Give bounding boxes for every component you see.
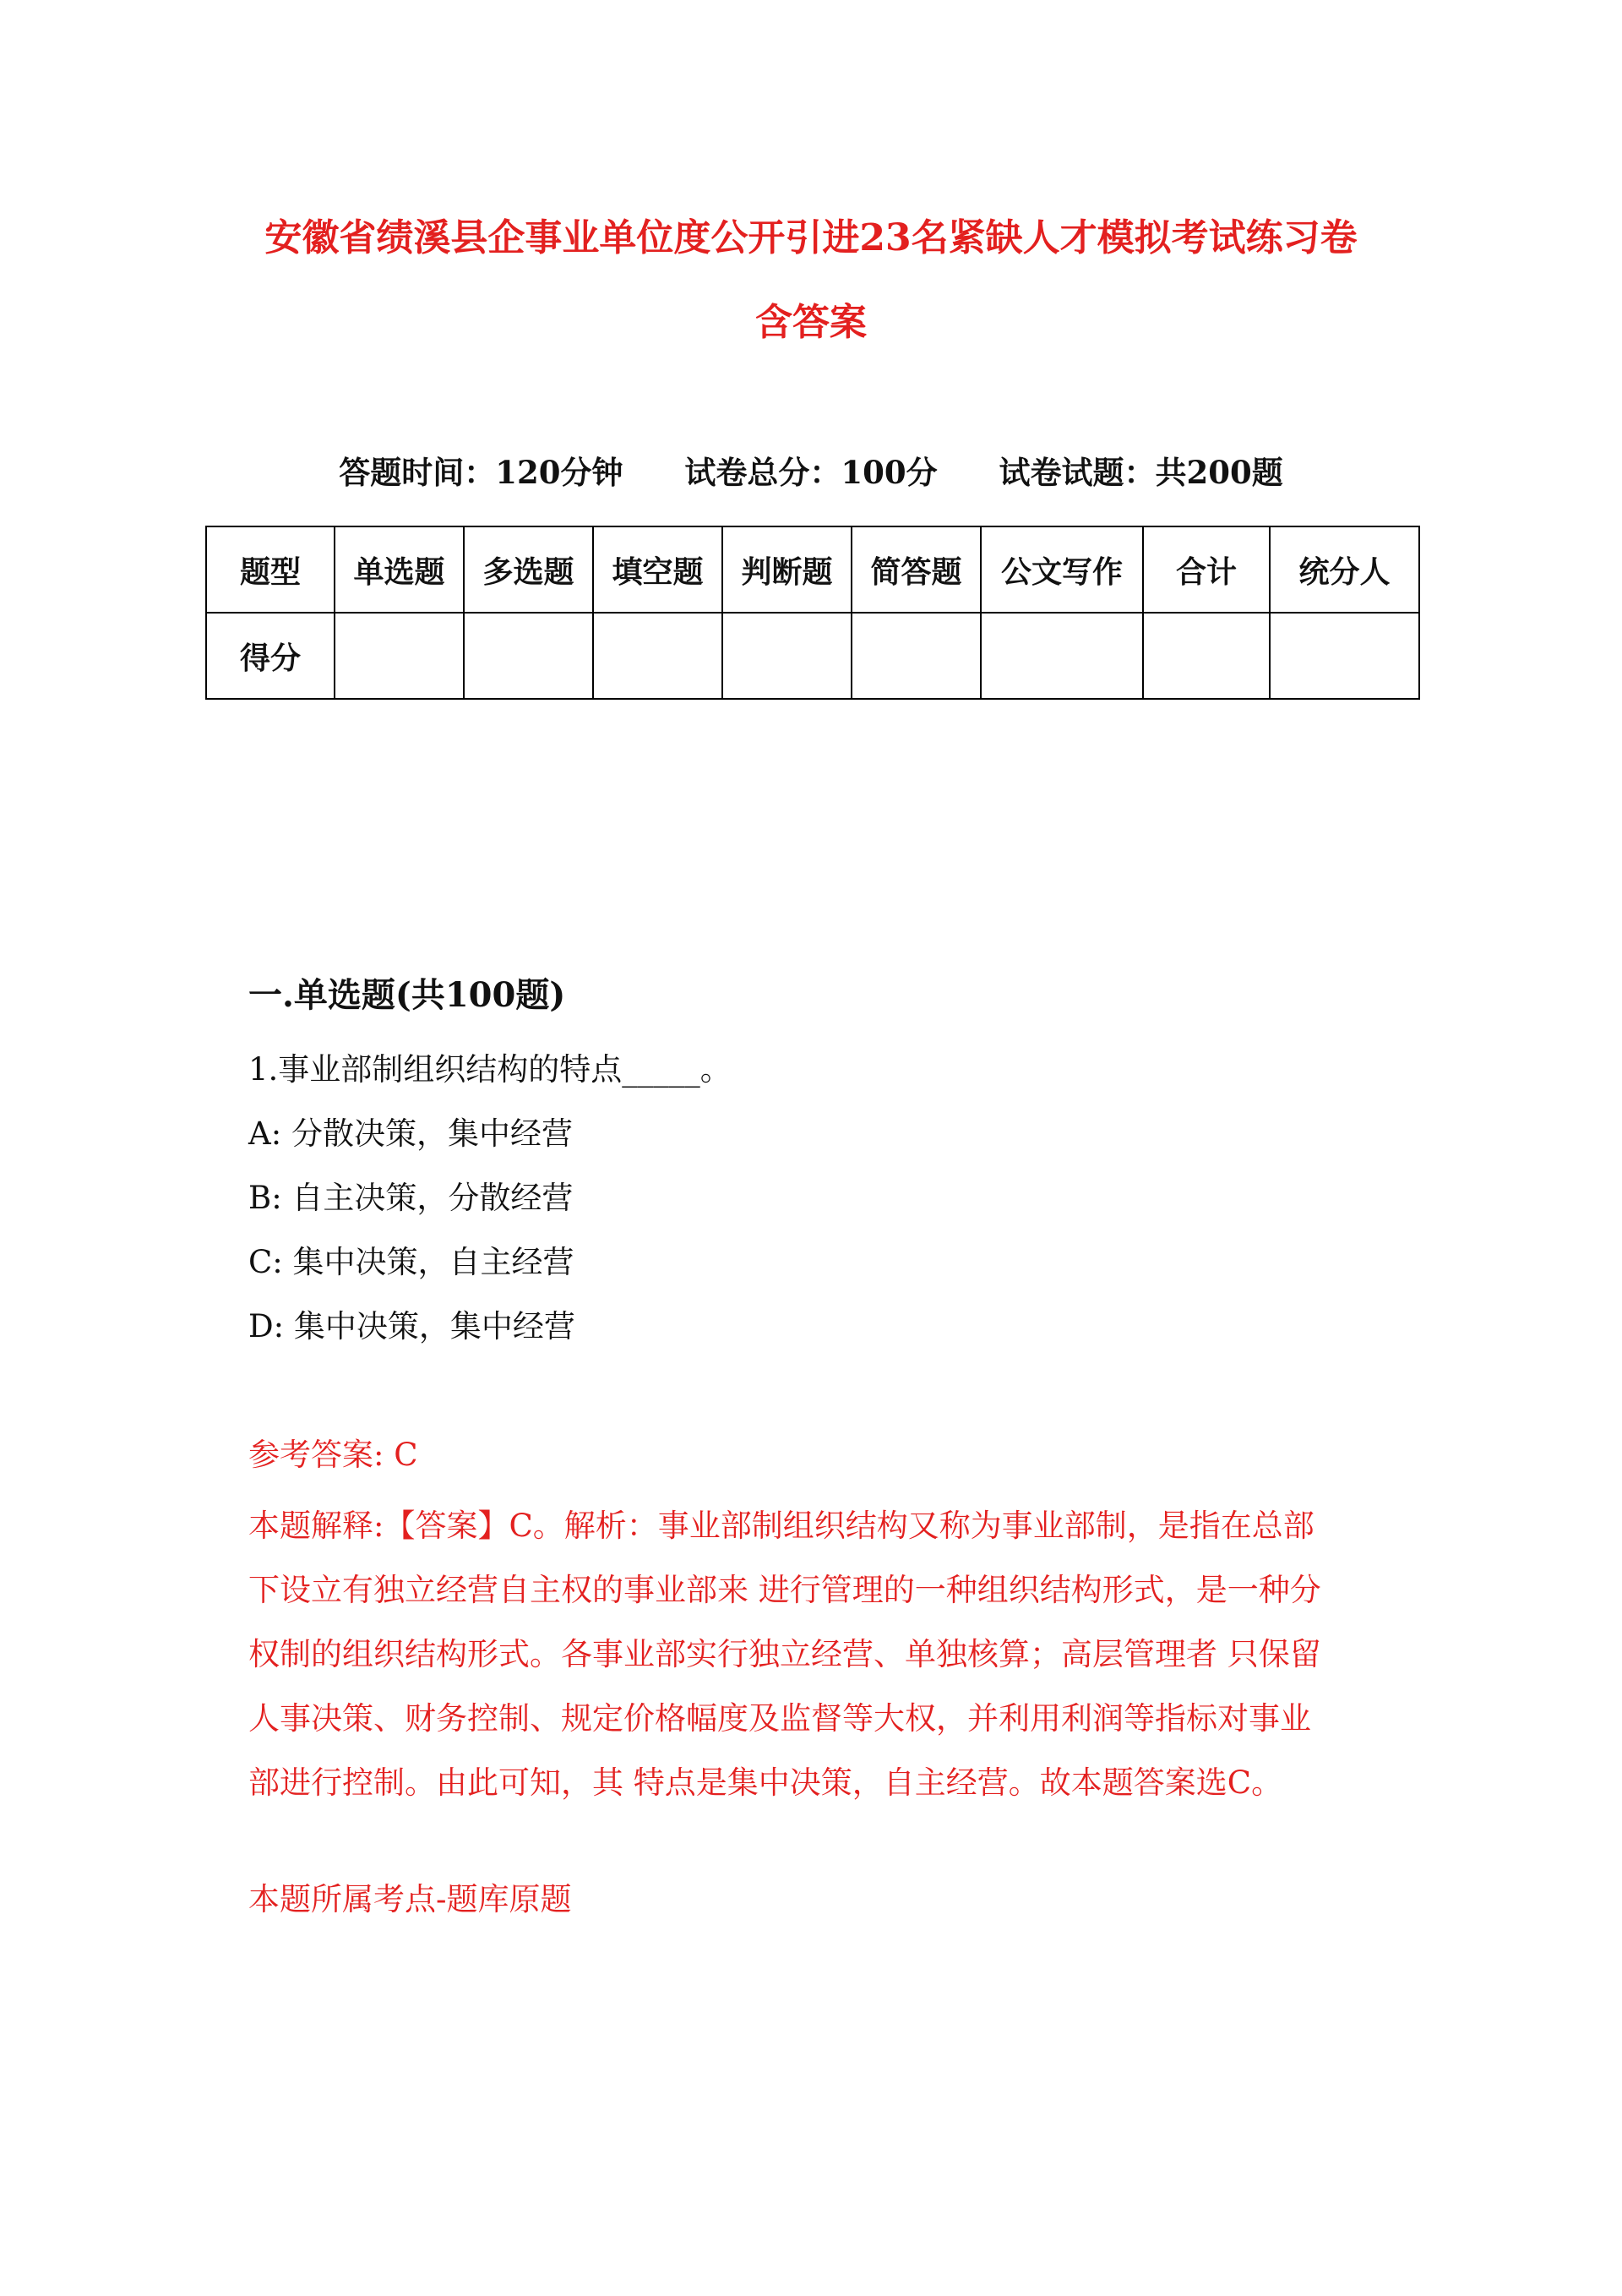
document-title: 安徽省绩溪县企事业单位度公开引进23名紧缺人才模拟考试练习卷	[264, 216, 1358, 259]
score-cell	[1270, 613, 1419, 699]
score-header-cell: 填空题	[593, 526, 722, 613]
score-cell	[722, 613, 852, 699]
score-header-cell: 多选题	[464, 526, 593, 613]
question-topic: 本题所属考点-题库原题	[248, 1881, 572, 1917]
explanation-line: 人事决策、财务控制、规定价格幅度及监督等大权，并利用利润等指标对事业	[248, 1700, 1311, 1737]
explanation-line: 下设立有独立经营自主权的事业部来 进行管理的一种组织结构形式，是一种分	[248, 1572, 1321, 1608]
answer-explanation	[248, 1494, 1380, 1815]
option-c: C: 集中决策，自主经营	[248, 1244, 574, 1280]
exam-meta	[0, 450, 1622, 494]
exam-time: 答题时间：120分钟	[339, 454, 623, 491]
explanation-line: 部进行控制。由此可知，其 特点是集中决策，自主经营。故本题答案选C。	[248, 1764, 1283, 1801]
score-cell	[981, 613, 1143, 699]
score-header-cell: 判断题	[722, 526, 852, 613]
score-cell	[335, 613, 464, 699]
option-a: A: 分散决策，集中经营	[248, 1115, 573, 1152]
score-cell	[464, 613, 593, 699]
score-header-cell: 单选题	[335, 526, 464, 613]
score-cell	[593, 613, 722, 699]
score-header-cell: 合计	[1143, 526, 1270, 613]
score-table-header-row	[206, 526, 1419, 613]
explanation-line: 本题解释:【答案】C。解析：事业部制组织结构又称为事业部制，是指在总部	[248, 1508, 1314, 1544]
score-table-score-row	[206, 613, 1419, 699]
option-d: D: 集中决策，集中经营	[248, 1308, 575, 1344]
score-cell	[1143, 613, 1270, 699]
score-header-cell: 简答题	[852, 526, 981, 613]
score-table	[205, 526, 1420, 700]
document-title-line2: 含答案	[755, 301, 867, 344]
question-stem: 1.事业部制组织结构的特点_____。	[248, 1051, 732, 1088]
score-cell	[852, 613, 981, 699]
score-row-label: 得分	[206, 613, 335, 699]
score-header-cell: 公文写作	[981, 526, 1143, 613]
score-header-cell: 题型	[206, 526, 335, 613]
section-heading: 一.单选题(共100题)	[248, 975, 566, 1015]
exam-question-count: 试卷试题：共200题	[999, 454, 1283, 491]
score-header-cell: 统分人	[1270, 526, 1419, 613]
reference-answer: 参考答案: C	[248, 1437, 418, 1473]
option-b: B: 自主决策，分散经营	[248, 1180, 574, 1216]
exam-total-score: 试卷总分：100分	[684, 454, 938, 491]
explanation-line: 权制的组织结构形式。各事业部实行独立经营、单独核算；高层管理者 只保留	[248, 1636, 1321, 1672]
